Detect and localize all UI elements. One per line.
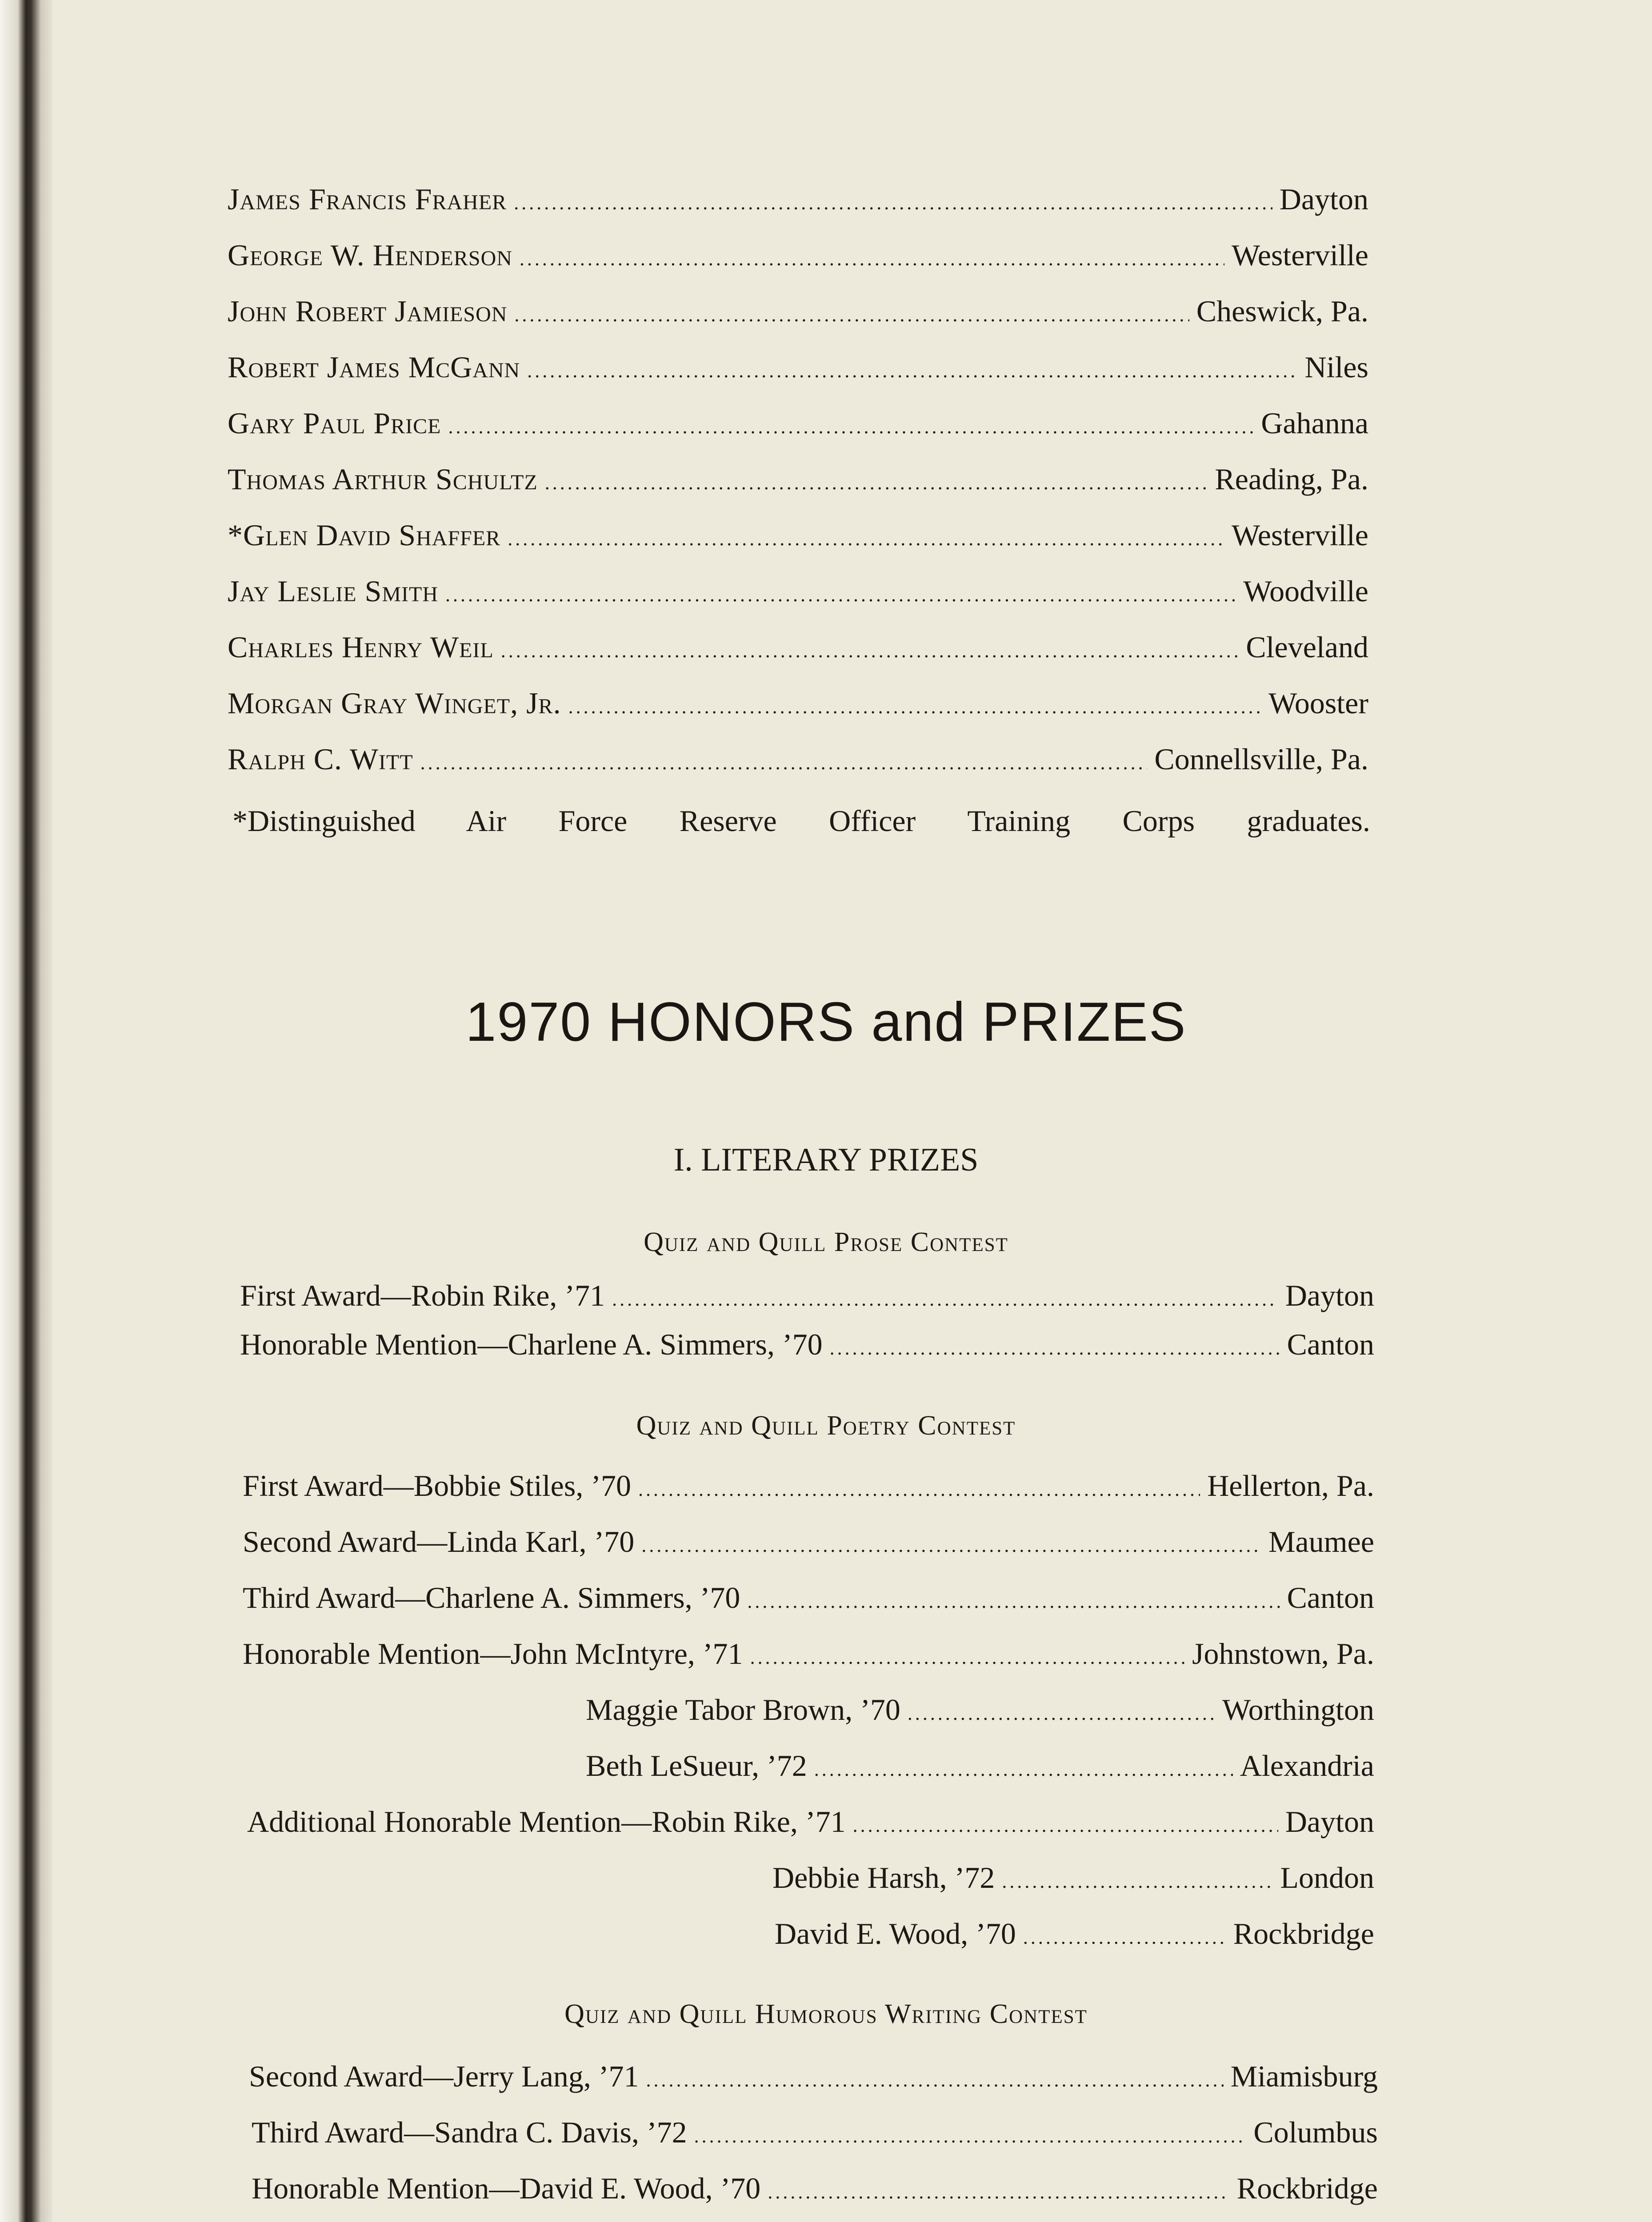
graduate-place: Woodville (1243, 574, 1368, 608)
award-row (252, 2112, 1378, 2156)
graduate-row (228, 459, 1368, 503)
award-place: Miamisburg (1230, 2059, 1378, 2093)
award-place: Rockbridge (1233, 1917, 1374, 1950)
dot-leader (1023, 1918, 1226, 1958)
award-row (252, 2168, 1378, 2212)
award-row (775, 1914, 1374, 1958)
dot-leader (814, 1750, 1233, 1790)
dot-leader (750, 1638, 1185, 1678)
award-row (247, 1802, 1374, 1846)
award-label: Debbie Harsh, ’72 (772, 1861, 995, 1894)
graduate-place: Wooster (1268, 686, 1368, 720)
award-label: Third Award—Charlene A. Simmers, ’70 (243, 1581, 740, 1615)
dot-leader (830, 1328, 1280, 1368)
award-row (249, 2056, 1378, 2100)
graduate-place: Reading, Pa. (1215, 462, 1368, 496)
graduate-name: Charles Henry Weil (228, 630, 494, 664)
dot-leader (514, 295, 1189, 335)
dot-leader (694, 2116, 1247, 2156)
dot-leader (768, 2172, 1229, 2212)
award-row (240, 1324, 1374, 1368)
contest-heading: Quiz and Quill Humorous Writing Contest (564, 1999, 1088, 2029)
contest-heading: Quiz and Quill Prose Contest (644, 1227, 1008, 1257)
dot-leader (568, 687, 1262, 727)
footnote: *Distinguished Air Force Reserve Officer Training Corps graduates. (232, 804, 1370, 838)
graduate-place: Westerville (1232, 238, 1368, 272)
dot-leader (445, 575, 1236, 615)
award-label: Second Award—Jerry Lang, ’71 (249, 2059, 639, 2093)
dot-leader (908, 1694, 1215, 1734)
award-place: Johnstown, Pa. (1192, 1637, 1374, 1670)
award-place: London (1280, 1861, 1374, 1894)
dot-leader (514, 183, 1272, 223)
award-place: Rockbridge (1236, 2171, 1378, 2205)
award-label: Additional Honorable Mention—Robin Rike, ’71 (247, 1805, 846, 1838)
dot-leader (747, 1582, 1280, 1622)
dot-leader (420, 743, 1148, 783)
award-label: Honorable Mention—Charlene A. Simmers, ’70 (240, 1327, 823, 1361)
award-label: Maggie Tabor Brown, ’70 (586, 1693, 900, 1726)
award-label: Honorable Mention—David E. Wood, ’70 (252, 2171, 761, 2205)
dot-leader (1002, 1862, 1273, 1902)
award-place: Worthington (1222, 1693, 1374, 1726)
graduate-place: Niles (1304, 350, 1368, 384)
dot-leader (641, 1526, 1261, 1566)
award-label: David E. Wood, ’70 (775, 1917, 1016, 1950)
graduate-place: Westerville (1232, 518, 1368, 552)
dot-leader (520, 239, 1224, 279)
dot-leader (501, 631, 1239, 671)
graduate-name: Morgan Gray Winget, Jr. (228, 686, 561, 720)
graduate-place: Connellsville, Pa. (1154, 742, 1368, 776)
graduate-place: Cleveland (1246, 630, 1368, 664)
graduate-place: Gahanna (1261, 406, 1368, 440)
dot-leader (545, 463, 1208, 503)
dot-leader (638, 1470, 1200, 1510)
graduate-row (228, 403, 1368, 447)
dot-leader (612, 1279, 1278, 1319)
award-label: Second Award—Linda Karl, ’70 (243, 1525, 635, 1559)
graduate-row (228, 515, 1368, 559)
award-label: First Award—Robin Rike, ’71 (240, 1279, 605, 1312)
award-place: Maumee (1268, 1525, 1374, 1559)
graduate-name: Jay Leslie Smith (228, 574, 439, 608)
graduate-name: Ralph C. Witt (228, 742, 413, 776)
dot-leader (508, 519, 1224, 559)
graduate-row (228, 739, 1368, 783)
graduate-row (228, 179, 1368, 223)
award-place: Alexandria (1240, 1749, 1374, 1782)
award-place: Canton (1287, 1581, 1374, 1615)
graduate-row (228, 683, 1368, 727)
graduate-row (228, 347, 1368, 391)
award-row (586, 1746, 1374, 1790)
graduate-name: James Francis Fraher (228, 182, 507, 216)
dot-leader (527, 351, 1297, 391)
award-row (586, 1690, 1374, 1734)
contest-heading: Quiz and Quill Poetry Contest (636, 1411, 1016, 1441)
graduate-row (228, 627, 1368, 671)
award-row (243, 1466, 1374, 1510)
award-row (243, 1522, 1374, 1566)
graduate-row (228, 235, 1368, 279)
award-row (772, 1858, 1374, 1902)
graduate-place: Cheswick, Pa. (1196, 294, 1368, 328)
graduate-name: Gary Paul Price (228, 406, 441, 440)
award-label: Honorable Mention—John McIntyre, ’71 (243, 1637, 743, 1670)
award-label: Beth LeSueur, ’72 (586, 1749, 807, 1782)
graduate-name: Robert James McGann (228, 350, 520, 384)
graduate-name: Thomas Arthur Schultz (228, 462, 538, 496)
award-place: Dayton (1285, 1805, 1374, 1838)
graduate-place: Dayton (1279, 182, 1368, 216)
award-place: Dayton (1285, 1279, 1374, 1312)
graduate-name: John Robert Jamieson (228, 294, 508, 328)
dot-leader (853, 1806, 1278, 1846)
award-place: Hellerton, Pa. (1207, 1469, 1374, 1503)
award-row (243, 1634, 1374, 1678)
award-label: Third Award—Sandra C. Davis, ’72 (252, 2115, 687, 2149)
page-title: 1970 HONORS and PRIZES (465, 991, 1187, 1053)
award-row (240, 1275, 1374, 1319)
graduate-row (228, 291, 1368, 335)
award-label: First Award—Bobbie Stiles, ’70 (243, 1469, 631, 1503)
graduate-name: George W. Henderson (228, 238, 512, 272)
award-place: Columbus (1253, 2115, 1378, 2149)
award-row (243, 1578, 1374, 1622)
graduate-name: *Glen David Shaffer (228, 518, 501, 552)
graduate-row (228, 571, 1368, 615)
dot-leader (646, 2060, 1224, 2100)
section-heading: I. LITERARY PRIZES (673, 1142, 979, 1178)
dot-leader (448, 407, 1254, 447)
award-place: Canton (1287, 1327, 1374, 1361)
book-gutter (0, 0, 52, 2222)
